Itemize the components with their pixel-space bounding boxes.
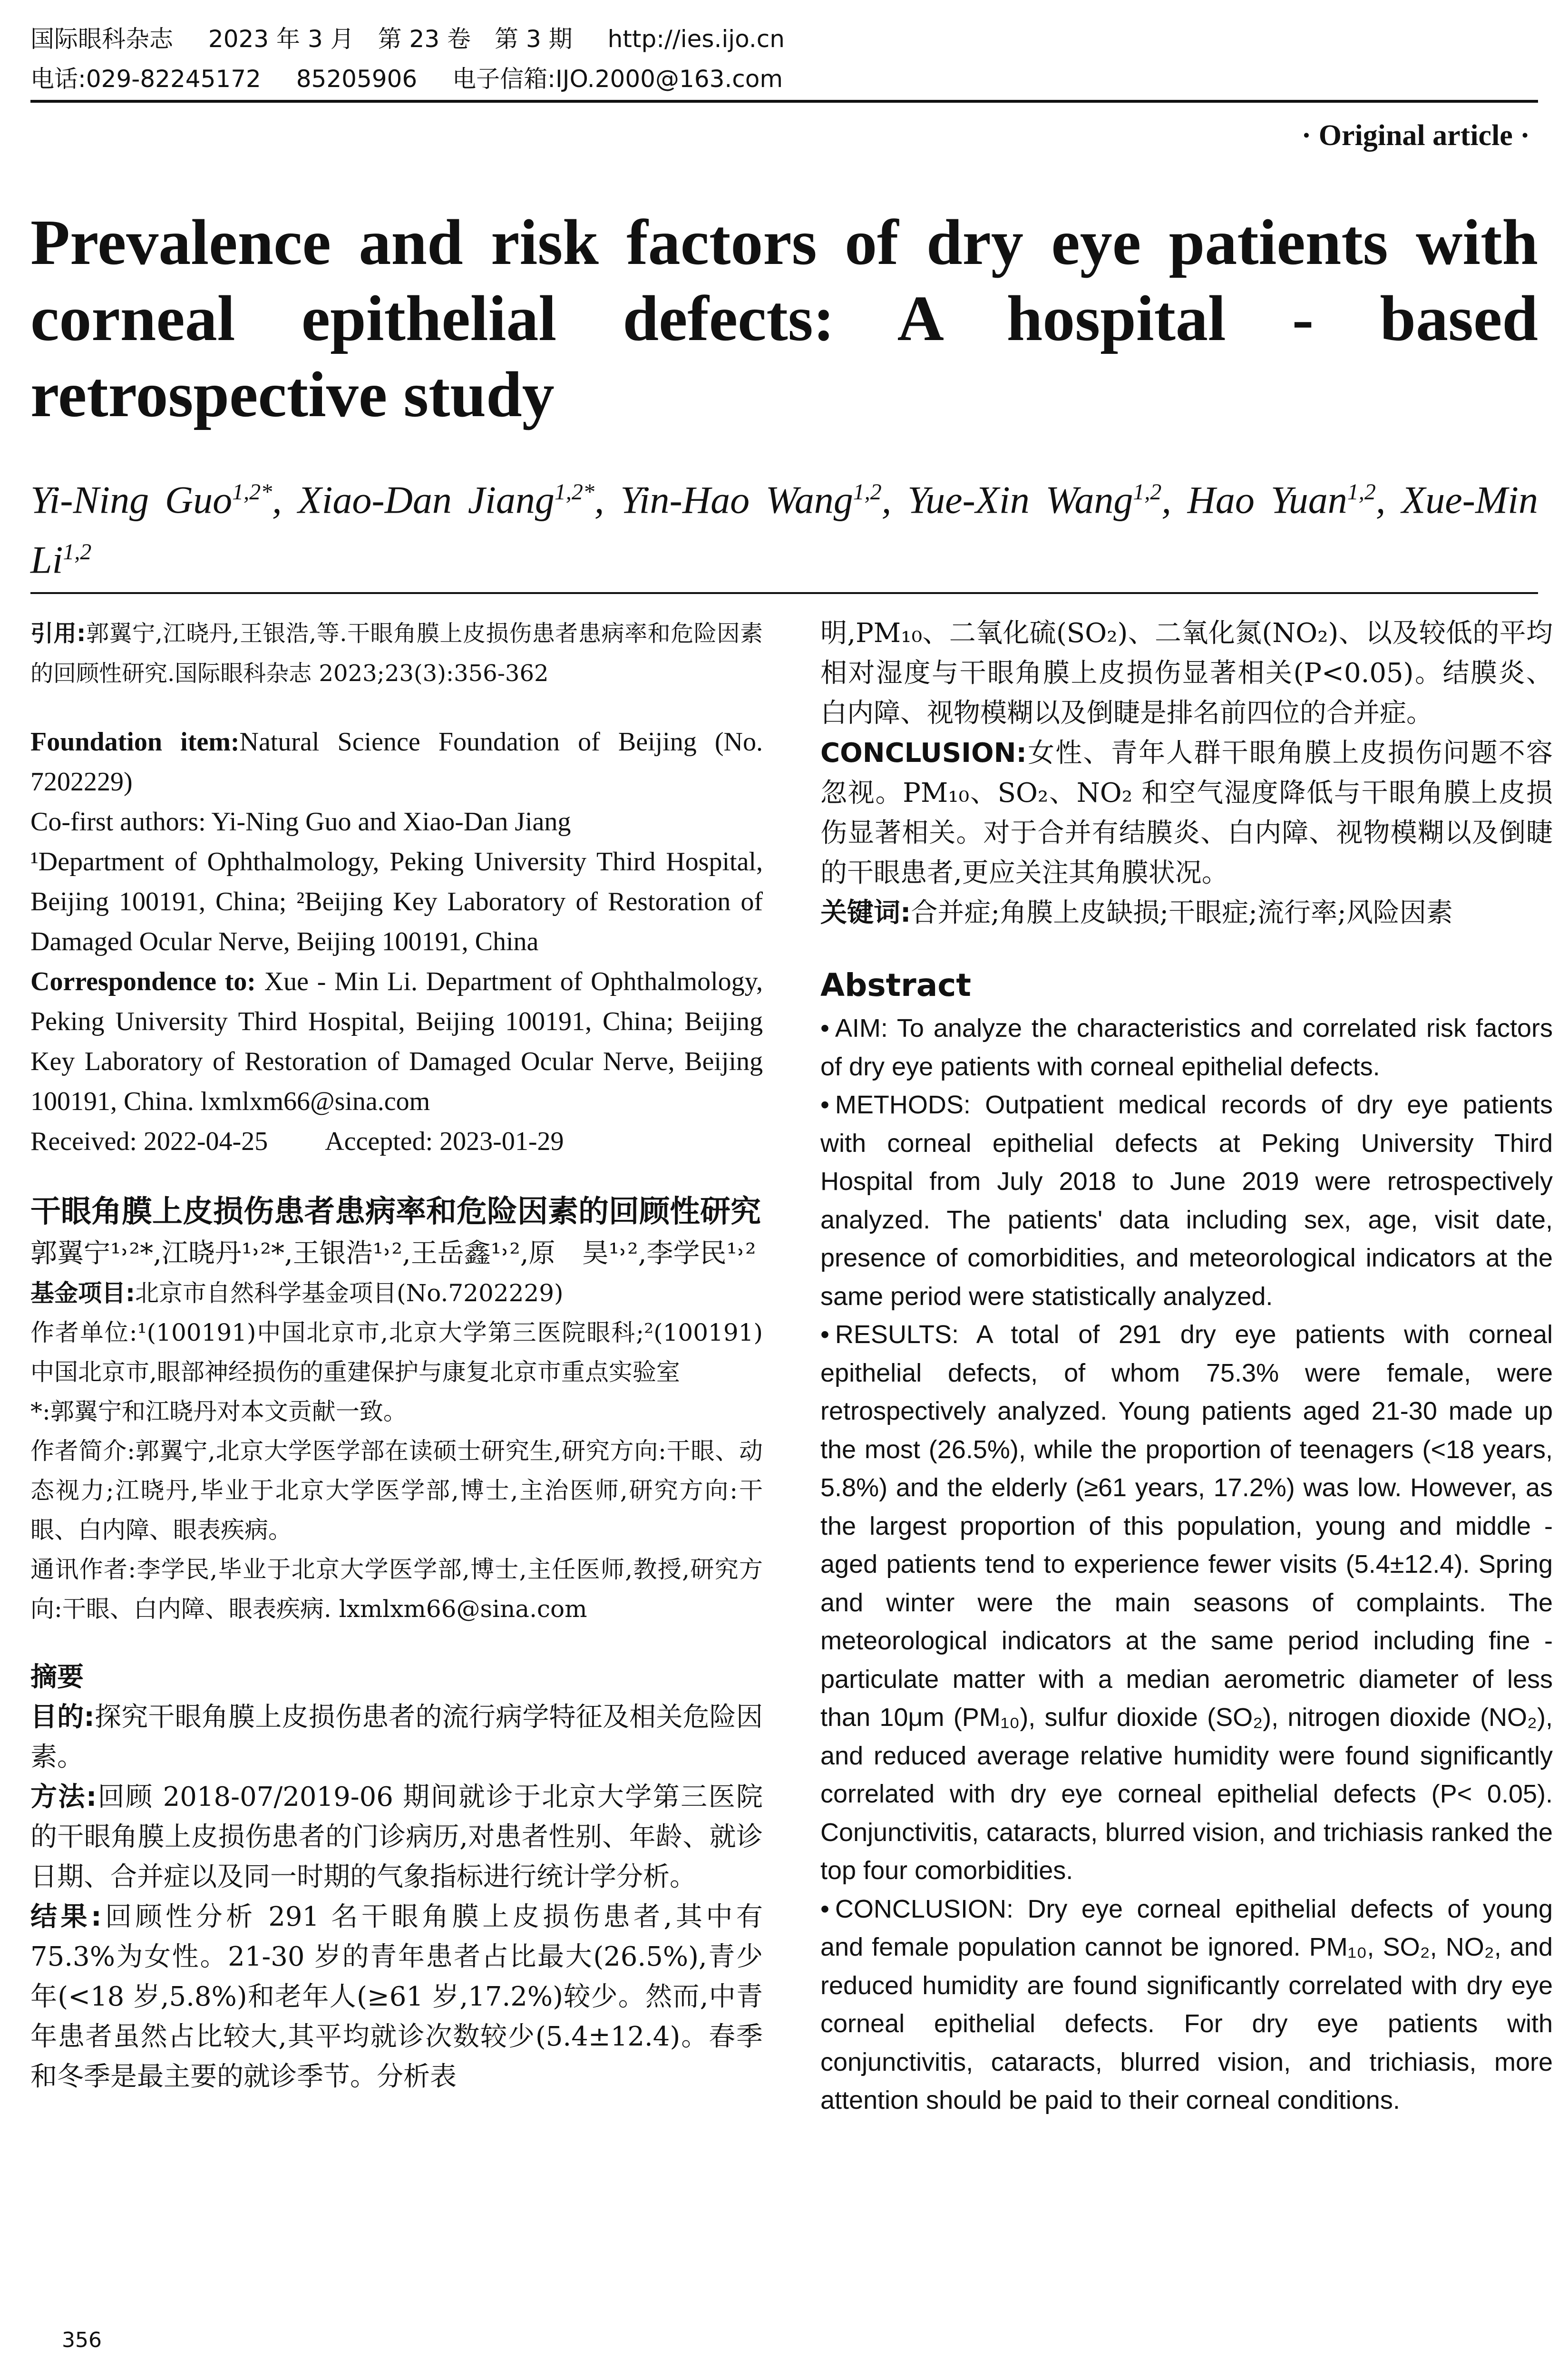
bullet-icon: • [820, 1014, 829, 1042]
dates [30, 1121, 763, 1161]
journal-url[interactable]: http://ies.ijo.cn [607, 25, 785, 53]
abstract-conclusion: • CONCLUSION: Dry eye corneal epithelial defects of young and female population cannot be ignored. PM₁₀, SO₂, NO₂, and reduced humidity are found significantly correlated with dry eye corneal epithelial defects. For dry eye patients with conjunctivitis, cataracts, blurred vision, and trichiasis, more attention should be paid to their corneal conditions. [820, 1894, 1553, 2114]
bullet-icon: • [820, 1091, 829, 1119]
english-abstract-heading: Abstract [820, 967, 971, 1003]
journal-header [30, 19, 1538, 99]
bullet-icon: • [820, 1894, 829, 1923]
cn-conclusion: CONCLUSION:女性、青年人群干眼角膜上皮损伤问题不容忽视。PM₁₀、SO₂、NO₂ 和空气湿度降低与干眼角膜上皮损伤显著相关。对于合并有结膜炎、白内障、视物模糊以及倒睫的干眼患者,更应关注其角膜状况。 [820, 738, 1553, 888]
abstract-results: • RESULTS: A total of 291 dry eye patients with corneal epithelial defects, of whom 75.3% were female, were retrospectively analyzed. Young patients aged 21-30 made up the most (26.5%), while the proportion of teenagers (<18 years, 5.8%) and the elderly (≥61 years, 17.2%) was low. However, as the largest proportion of this population, young and middle - aged patients tend to experience fewer visits (5.4±12.4). Spring and winter were the main seasons of complaints. The meteorological indicators at the same period including fine - particulate matter with a median aerometric diameter of less than 10μm (PM₁₀), sulfur dioxide (SO₂), nitrogen dioxide (NO₂), and reduced average relative humidity were found significantly correlated with dry eye corneal epithelial defects (P< 0.05). Conjunctivitis, cataracts, blurred vision, and trichiasis ranked the top four comorbidities. [820, 1320, 1553, 1885]
affiliations: ¹Department of Ophthalmology, Peking University Third Hospital, Beijing 100191, China; ²Beijing Key Laboratory of Restoration of Damaged Ocular Nerve, Beijing 100191, China [30, 847, 763, 956]
author-list: Yi-Ning Guo$^{1,2*}$, Xiao-Dan Jiang$^{1,2*}$, Yin-Hao Wang$^{1,2}$, Yue-Xin Wang$^{1,2}$, Hao Yuan$^{1,2}$, Xue-Min Li$^{1,2}$ [30, 478, 1539, 582]
author-unit: 作者单位:¹(100191)中国北京市,北京大学第三医院眼科;²(100191)中国北京市,眼部神经损伤的重建保护与康复北京市重点实验室 [30, 1319, 763, 1386]
chinese-authors: 郭翼宁¹˒²*,江晓丹¹˒²*,王银浩¹˒²,王岳鑫¹˒²,原 昊¹˒²,李学民¹˒² [30, 1238, 756, 1269]
fund-project: 基金项目:北京市自然科学基金项目(No.7202229) [30, 1279, 564, 1307]
title-divider [30, 592, 1538, 594]
article-title: Prevalence and risk factors of dry eye patients with corneal epithelial defects: A hospital - based retrospective study [30, 207, 1538, 430]
journal-name: 国际眼科杂志 [30, 25, 173, 53]
author-affiliation: 1,2* [554, 479, 594, 505]
header-divider [30, 100, 1538, 103]
received-date: Received: 2022-04-25 [30, 1127, 268, 1156]
cn-result: 结果:回顾性分析 291 名干眼角膜上皮损伤患者,其中有 75.3%为女性。21-30 岁的青年患者占比最大(26.5%),青少年(<18 岁,5.8%)和老年人(≥61 岁,17.2%)较少。然而,中青年患者虽然占比较大,其平均就诊次数较少(5.4±12.4)。春季和冬季是最主要的就诊季节。分析表 [30, 1901, 763, 2092]
author-affiliation: 1,2 [1133, 479, 1162, 505]
citation: 引用:郭翼宁,江晓丹,王银浩,等.干眼角膜上皮损伤患者患病率和危险因素的回顾性研究.国际眼科杂志 2023;23(3):356-362 [30, 620, 763, 687]
author-name: Hao Yuan [1187, 478, 1347, 522]
bullet-icon: • [820, 1320, 829, 1349]
author-affiliation: 1,2 [853, 479, 882, 505]
author-affiliation: 1,2 [1347, 479, 1376, 505]
page-number: 356 [62, 2328, 102, 2352]
accepted-date: Accepted: 2023-01-29 [325, 1127, 564, 1156]
left-column [30, 614, 763, 2097]
cn-aim: 目的:探究干眼角膜上皮损伤患者的流行病学特征及相关危险因素。 [30, 1702, 763, 1773]
correspondence: Correspondence to: Xue - Min Li. Department of Ophthalmology, Peking University Third Hospital, Beijing 100191, China; Beijing Key Laboratory of Restoration of Damaged Ocular Nerve, Beijing 100191, China. lxmlxm66@sina.com [30, 967, 763, 1116]
journal-email[interactable]: 电子信箱:IJO.2000@163.com [452, 65, 783, 93]
right-column [820, 614, 1553, 2120]
journal-fax: 85205906 [296, 65, 418, 93]
issue-info: 2023 年 3 月 第 23 卷 第 3 期 [208, 25, 573, 53]
cn-result-continued: 明,PM₁₀、二氧化硫(SO₂)、二氧化氮(NO₂)、以及较低的平均相对湿度与干眼角膜上皮损伤显著相关(P<0.05)。结膜炎、白内障、视物模糊以及倒睫是排名前四位的合并症。 [820, 618, 1553, 729]
equal-contribution-note: *:郭翼宁和江晓丹对本文贡献一致。 [30, 1398, 407, 1425]
header-row-2 [30, 59, 1538, 99]
header-row-1 [30, 19, 1538, 59]
author-name: Yin-Hao Wang [620, 478, 853, 522]
author-bio: 作者简介:郭翼宁,北京大学医学部在读硕士研究生,研究方向:干眼、动态视力;江晓丹,毕业于北京大学医学部,博士,主治医师,研究方向:干眼、白内障、眼表疾病。 [30, 1437, 763, 1544]
author-affiliation: 1,2 [63, 539, 92, 565]
author-name: Yi-Ning Guo [30, 478, 233, 522]
author-name: Yue-Xin Wang [907, 478, 1133, 522]
article-type-label: · Original article · [1301, 119, 1530, 152]
corresponding-author: 通讯作者:李学民,毕业于北京大学医学部,博士,主任医师,教授,研究方向:干眼、白内障、眼表疾病. lxmlxm66@sina.com [30, 1556, 763, 1623]
author-name: Xue-Min Li [30, 478, 1539, 582]
foundation-item: Foundation item:Natural Science Foundation of Beijing (No. 7202229) [30, 727, 763, 797]
author-name: Xiao-Dan Jiang [298, 478, 555, 522]
author-affiliation: 1,2* [232, 479, 273, 505]
cn-keywords: 关键词:合并症;角膜上皮缺损;干眼症;流行率;风险因素 [820, 897, 1453, 928]
chinese-title: 干眼角膜上皮损伤患者患病率和危险因素的回顾性研究 [30, 1194, 761, 1229]
cn-method: 方法:回顾 2018-07/2019-06 期间就诊于北京大学第三医院的干眼角膜上皮损伤患者的门诊病历,对患者性别、年龄、就诊日期、合并症以及同一时期的气象指标进行统计学分析。 [30, 1782, 763, 1892]
co-first-authors: Co-first authors: Yi-Ning Guo and Xiao-Dan Jiang [30, 807, 571, 837]
chinese-abstract-heading: 摘要 [30, 1662, 84, 1693]
abstract-aim: • AIM: To analyze the characteristics and correlated risk factors of dry eye patients with corneal epithelial defects. [820, 1014, 1553, 1081]
journal-phone: 电话:029-82245172 [30, 65, 261, 93]
abstract-methods: • METHODS: Outpatient medical records of dry eye patients with corneal epithelial defects at Peking University Third Hospital from July 2018 to June 2019 were retrospectively analyzed. The patients' data including sex, age, visit date, presence of comorbidities, and meteorological indicators at the same period were statistically analyzed. [820, 1091, 1553, 1311]
